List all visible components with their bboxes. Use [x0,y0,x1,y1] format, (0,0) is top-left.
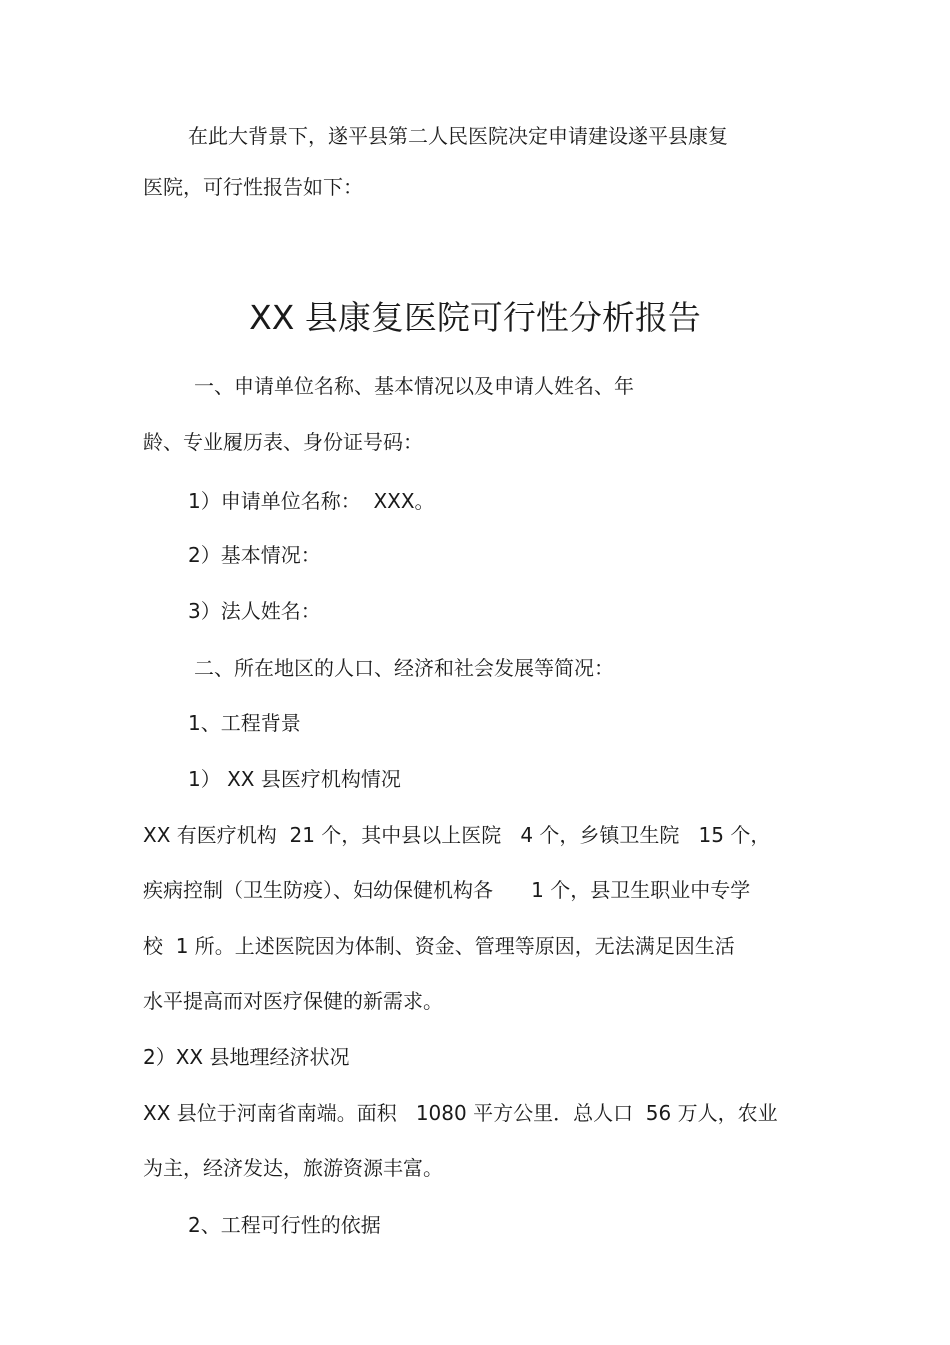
paragraph2-line-1: XX 县位于河南省南端。面积 1080 平方公里．总人口 56 万人，农业 [143,1101,778,1125]
paragraph1-line-2: 疾病控制（卫生防疫）、妇幼保健机构各 1 个，县卫生职业中专学 [143,878,751,902]
paragraph1-line-4: 水平提高而对医疗保健的新需求。 [143,989,443,1013]
report-title: XX 县康复医院可行性分析报告 [249,298,701,337]
section1-item-2: 2）基本情况： [188,543,321,567]
section2-sub1-item-2: 2）XX 县地理经济状况 [143,1045,350,1069]
section1-heading-line-2: 龄、专业履历表、身份证号码： [143,430,423,454]
paragraph2-line-2: 为主，经济发达，旅游资源丰富。 [143,1156,443,1180]
intro-line-1: 在此大背景下，遂平县第二人民医院决定申请建设遂平县康复 [188,124,728,148]
intro-line-2: 医院，可行性报告如下： [143,175,363,199]
section2-sub1-item-1: 1） XX 县医疗机构情况 [188,767,401,791]
section1-item-1: 1）申请单位名称： XXX。 [188,489,435,513]
section2-heading: 二、所在地区的人口、经济和社会发展等简况： [194,656,614,680]
section1-heading-line-1: 一、申请单位名称、基本情况以及申请人姓名、年 [194,374,634,398]
section1-item-3: 3）法人姓名： [188,599,321,623]
section2-subheading-2: 2、工程可行性的依据 [188,1213,381,1237]
section2-subheading-1: 1、工程背景 [188,711,301,735]
paragraph1-line-3: 校 1 所。上述医院因为体制、资金、管理等原因，无法满足因生活 [143,934,735,958]
paragraph1-line-1: XX 有医疗机构 21 个，其中县以上医院 4 个，乡镇卫生院 15 个， [143,823,771,847]
